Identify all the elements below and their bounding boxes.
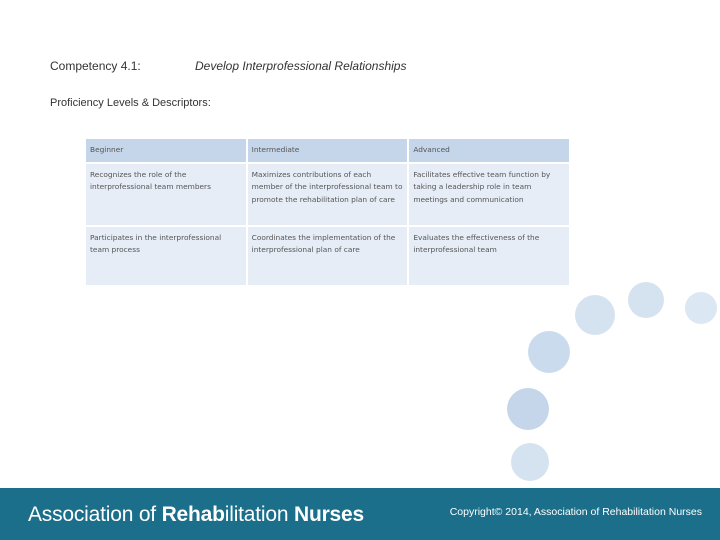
- table-cell: Participates in the interprofessional team process: [86, 227, 246, 285]
- table-cell: Evaluates the effectiveness of the interprofessional team: [409, 227, 569, 285]
- header-advanced: Advanced: [409, 139, 569, 162]
- decor-dot: [507, 388, 549, 430]
- decor-dot: [628, 282, 664, 318]
- table-header-row: [86, 139, 569, 162]
- header-beginner: Beginner: [86, 139, 246, 162]
- decor-dot: [685, 292, 717, 324]
- footer-bar: [0, 488, 720, 540]
- decor-dot: [528, 331, 570, 373]
- decor-dot: [511, 443, 549, 481]
- copyright-text: Copyright© 2014, Association of Rehabilitation Nurses: [449, 506, 702, 518]
- proficiency-heading: Proficiency Levels & Descriptors:: [50, 97, 211, 109]
- table-cell: Maximizes contributions of each member of the interprofessional team to promote the rehabilitation plan of care: [248, 164, 408, 225]
- table-cell: Recognizes the role of the interprofessional team members: [86, 164, 246, 225]
- table-cell: Facilitates effective team function by taking a leadership role in team meetings and communication: [409, 164, 569, 225]
- table-row: [86, 227, 569, 285]
- org-logo-text: Association of Rehabilitation Nurses: [28, 503, 364, 526]
- decor-dot: [575, 295, 615, 335]
- competency-code: Competency 4.1:: [50, 59, 141, 73]
- competency-line: [50, 59, 406, 73]
- table-row: [86, 164, 569, 225]
- competency-title: Develop Interprofessional Relationships: [195, 59, 407, 73]
- header-intermediate: Intermediate: [248, 139, 408, 162]
- table-cell: Coordinates the implementation of the interprofessional plan of care: [248, 227, 408, 285]
- proficiency-table: [84, 137, 571, 287]
